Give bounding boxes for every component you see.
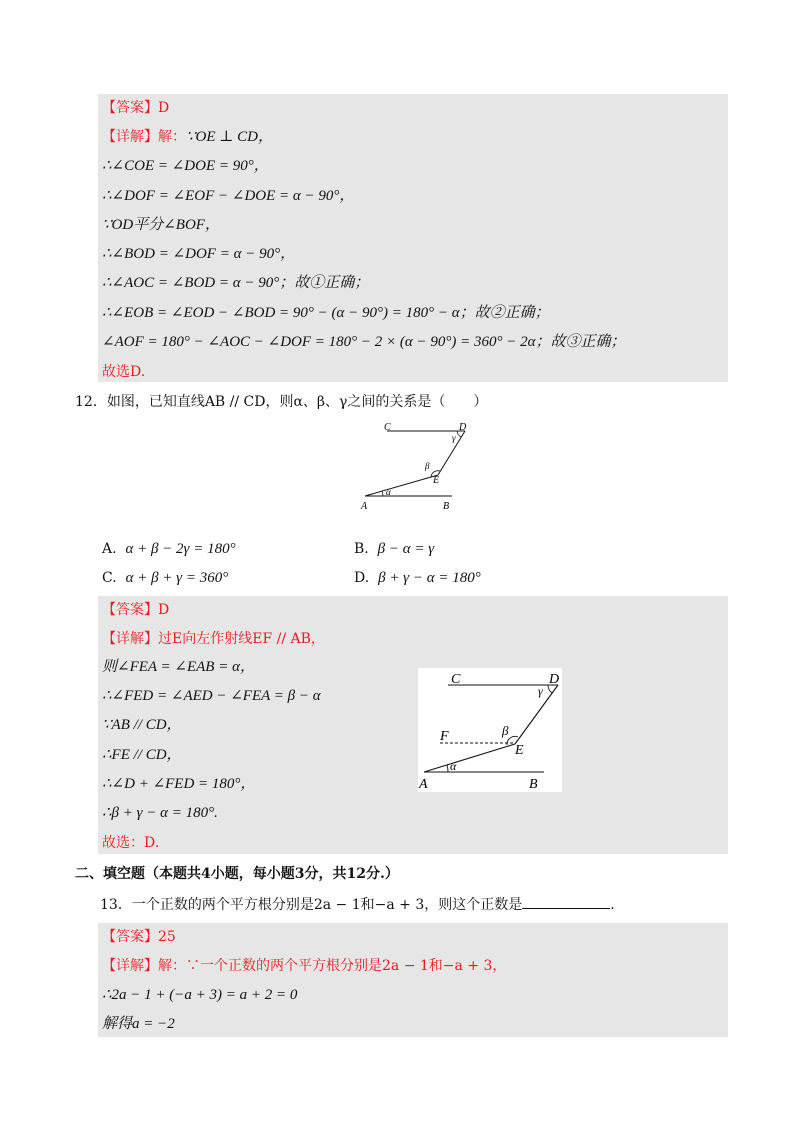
- label-D: D: [459, 422, 467, 433]
- q11-line-5: ∴∠BOD = ∠DOF = α − 90°，: [102, 246, 296, 262]
- label-C: C: [451, 672, 461, 687]
- label-D: D: [549, 672, 560, 687]
- answer-box-q13: [98, 923, 728, 1037]
- option-a-key: A.: [102, 541, 117, 557]
- q13-stem: 13．一个正数的两个平方根分别是2a − 1和−a + 3，则这个正数是: [100, 897, 523, 913]
- answer-value: D: [158, 602, 170, 618]
- option-a-text: α + β − 2γ = 180°: [125, 541, 236, 557]
- q12-answer-line: [102, 600, 169, 620]
- q12-stem: 12．如图，已知直线AB // CD，则α、β、γ之间的关系是（ ）: [75, 394, 488, 410]
- answer-label: 【答案】: [102, 602, 158, 618]
- label-F: F: [440, 729, 449, 744]
- label-E: E: [515, 743, 524, 758]
- label-E: E: [433, 475, 440, 486]
- detail-intro: 过E向左作射线EF // AB，: [158, 631, 325, 647]
- option-b-key: B.: [354, 541, 369, 557]
- q13-line-1: ∴2a − 1 + (−a + 3) = a + 2 = 0: [102, 987, 298, 1003]
- option-d-key: D.: [354, 570, 370, 586]
- q12-detail-line: [102, 629, 325, 649]
- detail-intro: 解：∵一个正数的两个平方根分别是2a − 1和−a + 3，: [158, 958, 507, 974]
- label-gamma: γ: [452, 433, 456, 443]
- q12-line-2: ∴∠FED = ∠AED − ∠FEA = β − α: [102, 688, 321, 704]
- q13-stem-line: [100, 895, 615, 915]
- option-c-text: α + β + γ = 360°: [125, 570, 229, 586]
- label-gamma: γ: [538, 684, 543, 698]
- q11-answer-line: [102, 98, 169, 118]
- q11-line-3: ∴∠DOF = ∠EOF − ∠DOE = α − 90°，: [102, 188, 355, 204]
- answer-value: 25: [158, 929, 176, 945]
- label-alpha: α: [450, 759, 457, 773]
- option-c-key: C.: [102, 570, 117, 586]
- label-beta: β: [425, 461, 430, 471]
- detail-intro: 解：: [158, 129, 186, 145]
- q11-line-1: ∵OE ⊥ CD，: [186, 129, 273, 145]
- q12-line-7: 故选：D.: [102, 835, 160, 851]
- label-alpha: α: [386, 487, 391, 497]
- detail-label: 【详解】: [102, 129, 158, 145]
- q12-line-3: ∵AB // CD，: [102, 717, 182, 733]
- q12-line-5: ∴∠D + ∠FED = 180°，: [102, 776, 256, 792]
- label-A: A: [419, 777, 428, 792]
- label-B: B: [443, 501, 450, 512]
- q11-line-6: ∴∠AOC = ∠BOD = α − 90°；故①正确；: [102, 275, 370, 291]
- section-title: 二、填空题（本题共4小题，每小题3分，共12分.）: [75, 866, 399, 882]
- q13-detail-line: [102, 956, 506, 976]
- label-A: A: [361, 501, 368, 512]
- q13-stem-end: .: [610, 897, 615, 913]
- option-a[interactable]: [102, 539, 236, 559]
- q11-line-4: ∵OD平分∠BOF，: [102, 217, 220, 233]
- option-b-text: β − α = γ: [377, 541, 435, 557]
- q11-detail-line: [102, 127, 273, 147]
- option-d-text: β + γ − α = 180°: [378, 570, 481, 586]
- answer-label: 【答案】: [102, 100, 158, 116]
- q11-line-9: 故选D.: [102, 364, 146, 380]
- label-beta: β: [502, 723, 509, 738]
- q12-line-4: ∴FE // CD，: [102, 747, 182, 763]
- answer-value: D: [158, 100, 170, 116]
- q13-line-2: 解得a = −2: [102, 1016, 175, 1032]
- option-d[interactable]: [354, 568, 481, 588]
- label-B: B: [529, 777, 538, 792]
- answer-label: 【答案】: [102, 929, 158, 945]
- q11-line-8: ∠AOF = 180° − ∠AOC − ∠DOF = 180° − 2 × (α − 90°) = 360° − 2α；故③正确；: [102, 334, 626, 350]
- answer-blank[interactable]: [522, 896, 610, 909]
- q12-figure: [355, 418, 475, 516]
- detail-label: 【详解】: [102, 631, 158, 647]
- q12-line-1: 则∠FEA = ∠EAB = α，: [102, 659, 255, 675]
- q12-solution-figure: [418, 668, 562, 792]
- option-b[interactable]: [354, 539, 434, 559]
- detail-label: 【详解】: [102, 958, 158, 974]
- q13-answer-line: [102, 927, 176, 947]
- option-c[interactable]: [102, 568, 228, 588]
- q12-line-6: ∴β + γ − α = 180°.: [102, 805, 218, 821]
- q11-line-7: ∴∠EOB = ∠EOD − ∠BOD = 90° − (α − 90°) = 180° − α；故②正确；: [102, 305, 550, 321]
- label-C: C: [384, 422, 391, 433]
- q11-line-2: ∴∠COE = ∠DOE = 90°，: [102, 158, 269, 174]
